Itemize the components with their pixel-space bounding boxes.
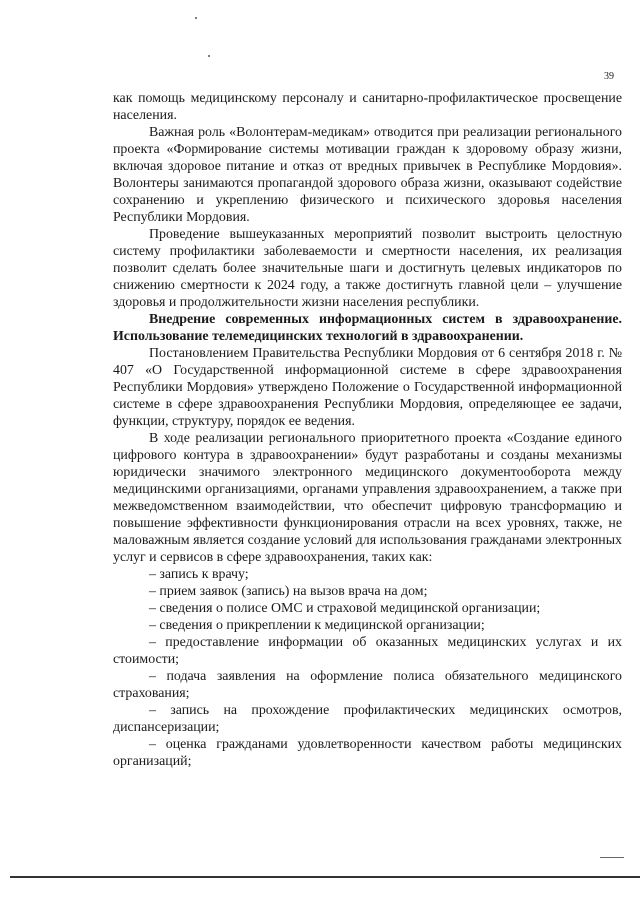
section-heading: Внедрение современных информационных систем в здравоохранение. Использование телемедицинских технологий в здравоохранении.: [113, 312, 622, 344]
paragraph: В ходе реализации регионального приоритетного проекта «Создание единого цифрового контура в здравоохранении» будут разработаны и созданы механизмы юридически значимого электронного медицинского документооборота между медицинскими организациями, органами управления здравоохранением, а также при межведомственном взаимодействии, что обеспечит цифровую трансформацию и повышение эффективности функционирования отрасли на всех уровнях, также, не маловажным является создание условий для использования гражданами электронных услуг и сервисов в сфере здравоохранения, таких как:: [113, 431, 622, 565]
bottom-rule: [10, 876, 640, 878]
paragraph: Важная роль «Волонтерам-медикам» отводится при реализации регионального проекта «Формирование системы мотивации граждан к здоровому образу жизни, включая здоровое питание и отказ от вредных привычек в Республике Мордовия». Волонтеры занимаются пропагандой здорового образа жизни, оказывают содействие сохранению и укреплению физического и психического здоровья населения Республики Мордовия.: [113, 125, 622, 225]
paragraph: Проведение вышеуказанных мероприятий позволит выстроить целостную систему профилактики заболеваемости и смертности населения, их реализация позволит сделать более значительные шаги и достигнуть целевых индикаторов по снижению смертности к 2024 году, а также достигнуть главной цели – улучшение здоровья и продолжительности жизни населения республики.: [113, 227, 622, 310]
paragraph: Постановлением Правительства Республики Мордовия от 6 сентября 2018 г. № 407 «О Государственной информационной системе в сфере здравоохранения Республики Мордовия» утверждено Положение о Государственной информационной системе в сфере здравоохранения Республики Мордовия, определяющее ее задачи, функции, структуру, порядок ее ведения.: [113, 346, 622, 429]
list-item: – подача заявления на оформление полиса обязательного медицинского страхования;: [113, 669, 622, 701]
scan-speck: [208, 55, 210, 57]
scan-speck: [195, 17, 197, 19]
list-item: – прием заявок (запись) на вызов врача на дом;: [149, 584, 428, 599]
list-item: – сведения о полисе ОМС и страховой медицинской организации;: [149, 601, 541, 616]
list-item: – сведения о прикреплении к медицинской организации;: [149, 618, 485, 633]
page-number: 39: [604, 71, 614, 82]
list-item: – запись на прохождение профилактических медицинских осмотров, диспансеризации;: [113, 703, 622, 735]
list-item: – запись к врачу;: [149, 567, 249, 582]
document-body: [113, 90, 622, 770]
paragraph-continuation: как помощь медицинскому персоналу и санитарно-профилактическое просвещение населения.: [113, 91, 622, 123]
list-item: – предоставление информации об оказанных медицинских услугах и их стоимости;: [113, 635, 622, 667]
list-item: – оценка гражданами удовлетворенности качеством работы медицинских организаций;: [113, 737, 622, 769]
scan-mark: [600, 857, 624, 868]
